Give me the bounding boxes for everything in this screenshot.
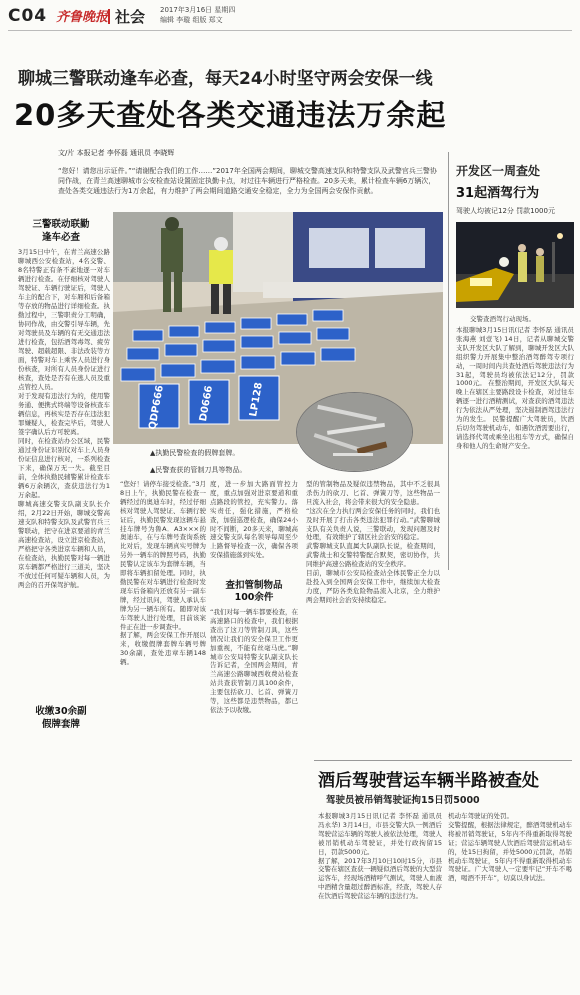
plate-text-1: QDP666 — [147, 384, 166, 431]
inset-photo — [296, 392, 413, 472]
column-3-body: 度，进一步加大路面管控力度，重点加强对进京要道和重点路段的管控，充实警力。落实责任，强化措施，严格检查，加强巡逻检查，确保24小时不间断，20多天来，聊城高速交警支队每名领导每周至少上路督导检查一次，确保各项安保措施落到实处。 — [210, 480, 298, 560]
masthead-rule — [8, 30, 572, 31]
newspaper-logo: 齐鲁晚报 — [56, 10, 109, 25]
column-2-body: “您好！请停车接受检查。”3月8日上午，执勤民警在检查一辆经过的奥迪车时，经过仔细核对驾驶人驾驶证、车辆行驶证后，执勤民警发现这辆车悬挂车牌号为鲁A．A3×××的奥迪车，在与车牌号查询系统比对后，发现车辆真实号牌为另外一辆车的牌照号码，执勤民警认定该车为套牌车辆，当即将车辆扣留处理。同时，执勤民警在对车辆进行检查时发现车后备箱内还放有另一副车牌，经过讯问，驾驶人承认车牌为另一辆车所有。随即对该车驾驶人进行处理，目前该案件正在进一步调查中。 据了解，两会安保工作开展以来，收缴假牌套牌车辆号牌30余副，查处违章车辆148辆。 — [120, 480, 206, 667]
article-kicker: 聊城三警联动逢车必查，每天24小时坚守两会安保一线 — [18, 69, 433, 89]
side-headline: 31起酒驾行为 — [456, 186, 540, 201]
side-body: 本报聊城3月15日讯(记者 李怀磊 通讯员 张海燕 刘壹飞) 14日，记者从聊城交警支队开发区大队了解到，聊城开发区大队组织警力开展集中整治酒驾醉驾专项行动，一周时间内共查处酒后驾驶违法行为31起，驾驶员均被依法记12分，罚款1000元。 在整治期间，开发区大队每天晚上在辖区主要路段设卡检查，对过往车辆逐一进行酒精测试，对查获的酒驾违法行为依法从严处理，坚决遏制酒驾违法行为的发生。 民警提醒广大驾驶员，饮酒后切勿驾驶机动车，如遇饮酒需要出行，请选择代驾或乘坐出租车等方式，确保自身和他人的生命财产安全。 — [456, 326, 574, 450]
left-section-head-text: 三警联动联勤 逢车必查 — [32, 219, 90, 243]
left-section-head-2-text: 收缴30余副 假牌套牌 — [35, 706, 87, 730]
plate-text-2: D0666 — [197, 384, 216, 423]
bottom-story-top-rule — [314, 760, 572, 761]
confiscated-knives-photo — [297, 393, 412, 471]
night-checkpoint-photo — [456, 222, 574, 308]
photo-caption-plates: ▲执勤民警检查的假牌套牌。 — [150, 449, 240, 457]
article-headline: 20多天查处各类交通违法万余起 — [14, 98, 447, 132]
side-subhead: 驾驶人均被记12分 罚款1000元 — [456, 207, 555, 215]
masthead-separator — [108, 9, 110, 24]
column-3-head-text: 查扣管制物品 100余件 — [225, 580, 283, 603]
masthead — [0, 0, 580, 34]
bottom-story-subhead: 驾驶员被吊销驾驶证拘15日罚5000 — [326, 795, 480, 806]
side-kicker: 开发区一周查处 — [456, 164, 541, 178]
column-3-head — [210, 580, 298, 604]
page-number: C04 — [8, 6, 48, 26]
left-column-body: 3月15日中午，在青兰高速公路聊城西公安检查站，4名交警、8名特警正有条不紊地逐一对车辆进行检查。在仔细核对驾驶人驾驶证、车辆行驶证后，驾驶人车主的配合下，对车厢和后备箱等存放的物品进行详细检查。执勤过程中，三警职责分工明确，协同作战，由交警引导车辆，先对驾驶员及车辆的有无交通违法进行检查，包括酒驾毒驾、疲劳驾驶、超载超限、非法改装等方面，特警对车上乘客人员进行身份核查，对所有人员身份证进行核查，查处是否有在逃人员及重点管控人员。 对于发现有违法行为的，使用警务通、便携式终端等设备核查车辆信息，再核实是否存在违法犯罪嫌疑人，检查完毕后，驾驶人签字确认后方可驶离。 同时，在检查站办公区域，民警通过身份证识别仪对车上人员身份证信息进行核对，一系列检查下来，确保万无一失。截至目前，全体执勤民辅警累计检查车辆6万余辆次，查获违法行为1万余起。 聊城高速交警支队副支队长介绍，2月22日开始，聊城交警高速支队和特警支队及武警官兵三警联动，把守在进京要道的青兰高速检查站，设立进京检查站，严格把守各类进京车辆和人员，在检查站，执勤民警对每一辆进京车辆都严格进行三道关，坚决不放过任何可疑车辆和人员，为两会的召开保驾护航。 — [18, 248, 110, 589]
bottom-story-headline: 酒后驾驶营运车辆半路被查处 — [318, 771, 539, 791]
left-section-head — [18, 218, 104, 244]
side-photo-caption: 交警查酒驾行动现场。 — [470, 315, 535, 323]
left-section-head-2 — [18, 705, 104, 731]
article-lead: “您好！请您出示证件。”“请谢配合我们的工作……”2017年全国两会期间，聊城交警高速支队和特警支队及武警官兵三警协同作战，在青兰高速聊城市公安检查站设置固定执勤卡点，对过往车辆进行严格检查。20多天来，累计检查车辆6万辆次，查处各类交通违法行为1万余起，有力维护了两会期间道路交通安全稳定，全力为全国两会安保作贡献。 — [58, 167, 437, 195]
bottom-story-column-2: 机动车驾驶证的处罚。 交警提醒，根据法律规定，醉酒驾驶机动车将被吊销驾驶证，5年内不得重新取得驾驶证；营运车辆驾驶人饮酒后驾驶营运机动车的，处15日拘留，并处5000元罚款，吊销机动车驾驶证，5年内不得重新取得机动车驾驶证。广大驾驶人一定要牢记“开车不喝酒，喝酒不开车”，切莫以身试法。 — [448, 812, 572, 883]
side-photo — [456, 222, 574, 308]
bottom-story-column-1: 本报聊城3月15日讯(记者 李怀磊 通讯员 冯永华) 3月14日，市县交警大队一例酒后驾驶营运车辆的驾驶人被依法处理，驾驶人被吊销机动车驾驶证，并处行政拘留15日，罚款5000元。 据了解，2017年3月10日10时15分，市县交警在辖区查获一辆疑似酒后驾驶的大型营运客车，经现场酒精呼气测试，驾驶人血液中酒精含量超过醉酒标准，经查，驾驶人存在饮酒后驾驶营运车辆的违法行为。 — [318, 812, 442, 901]
column-4-body: 型的管制物品及疑似违禁物品，其中不乏很具杀伤力的砍刀、匕首、弹簧刀等，这些物品一旦流入社会，将会带来很大的安全隐患。 “这次在全力执行两会安保任务的同时，我们也及时开展了打击各类违法犯罪行动。”武警聊城支队有关负责人说，三警联动，发现问题及时处理，有效维护了辖区社会治安的稳定。 武警聊城支队直属大队副队长说，检查期间，武警战士和交警特警配合默契，密切协作，共同维护高速公路检查站的安全秩序。 目前，聊城市公安局检查站全体民警正全力以赴投入到全国两会安保工作中，继续加大检查力度，严防各类危险物品流入北京，全力维护两会期间社会治安持续稳定。 — [306, 480, 440, 604]
plate-text-3: LP128 — [248, 381, 265, 418]
photo-caption-knives: ▲民警查获的管制刀具等物品。 — [150, 466, 247, 474]
issue-date: 2017年3月16日 星期四 — [160, 6, 236, 14]
section-name: 社会 — [115, 8, 146, 26]
article-byline: 文/片 本报记者 李怀磊 通讯员 李晓辉 — [58, 149, 175, 157]
editor-credits: 编辑 李璇 组版 郑文 — [160, 16, 223, 24]
side-divider — [448, 152, 449, 570]
column-3-body-2: “我们对每一辆车都要检查，在高速路口的检查中，我们根据查出了这刀等管制刀具，这些情况让我们的安全保卫工作更加重视，不能有丝毫马虎。”聊城市公安局特警支队副支队长告诉记者，全国两会期间，青兰高速公路聊城西收费站检查站共查获管制刀具100余件，主要包括砍刀、匕首、弹簧刀等，这些都是违禁物品，都已依法予以收缴。 — [210, 608, 298, 714]
